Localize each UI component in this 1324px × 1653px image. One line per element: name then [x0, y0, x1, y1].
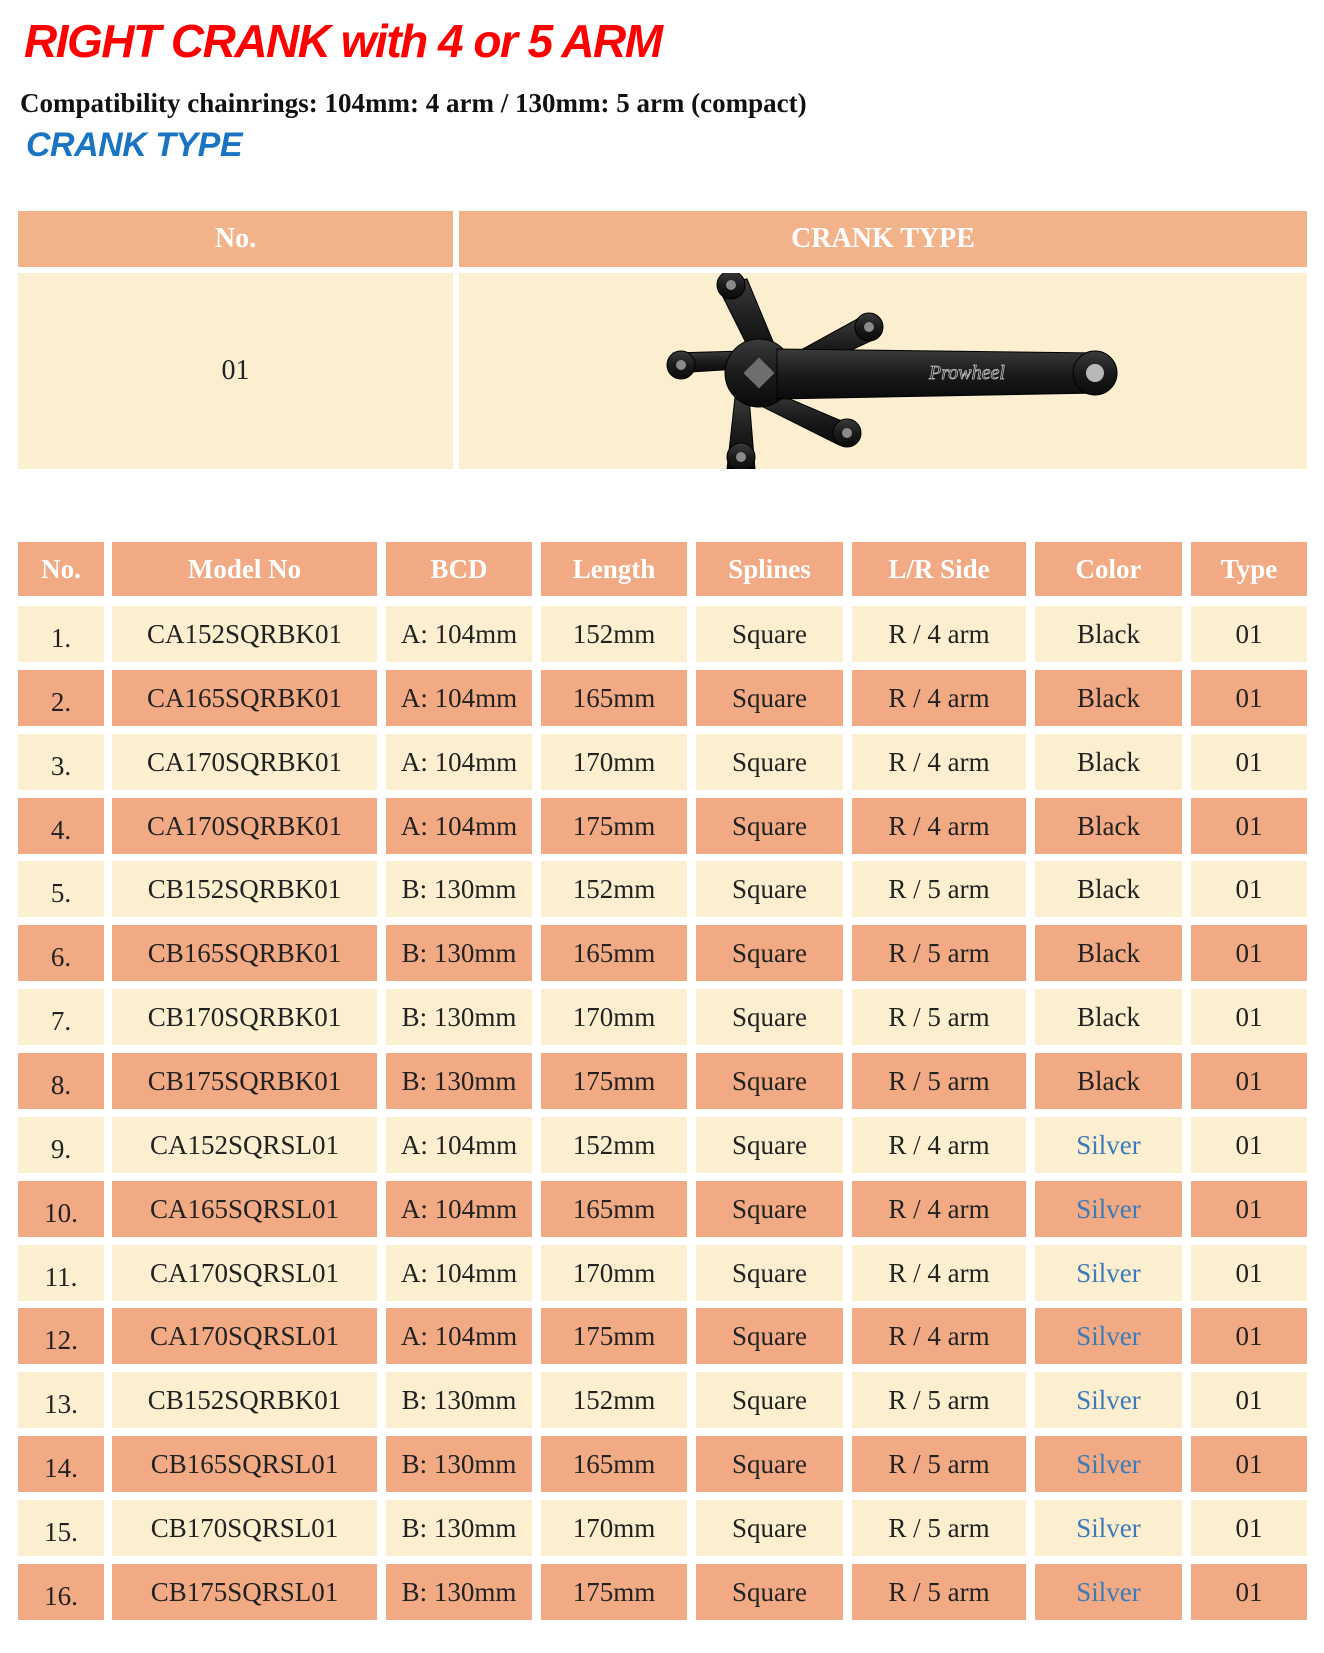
spec-cell-type: 01	[1191, 1372, 1307, 1428]
spec-cell-length: 175mm	[541, 798, 687, 854]
spec-cell-length: 170mm	[541, 734, 687, 790]
spec-cell-splines: Square	[696, 1372, 843, 1428]
spec-cell-splines: Square	[696, 1436, 843, 1492]
spec-cell-no: 1.	[18, 606, 104, 662]
spec-cell-length: 175mm	[541, 1564, 687, 1620]
spec-cell-model-no: CA152SQRBK01	[112, 606, 377, 662]
spec-cell-length: 152mm	[541, 861, 687, 917]
spec-cell-splines: Square	[696, 670, 843, 726]
spec-cell-lr-side: R / 4 arm	[852, 670, 1026, 726]
spec-cell-color: Black	[1035, 670, 1182, 726]
spec-cell-length: 175mm	[541, 1053, 687, 1109]
spec-cell-type: 01	[1191, 1500, 1307, 1556]
spec-cell-bcd: B: 130mm	[386, 1053, 532, 1109]
spec-cell-no: 5.	[18, 861, 104, 917]
spec-cell-lr-side: R / 5 arm	[852, 1500, 1026, 1556]
crank-image-cell	[459, 273, 1307, 469]
spec-cell-type: 01	[1191, 606, 1307, 662]
spec-cell-no: 12.	[18, 1308, 104, 1364]
spec-cell-splines: Square	[696, 1308, 843, 1364]
spec-cell-color: Silver	[1035, 1181, 1182, 1237]
spec-cell-bcd: B: 130mm	[386, 1372, 532, 1428]
spec-cell-no: 7.	[18, 989, 104, 1045]
spec-cell-splines: Square	[696, 1564, 843, 1620]
spec-cell-bcd: A: 104mm	[386, 1181, 532, 1237]
spec-cell-model-no: CB165SQRBK01	[112, 925, 377, 981]
spec-cell-bcd: B: 130mm	[386, 1436, 532, 1492]
spec-cell-color: Silver	[1035, 1245, 1182, 1301]
spec-cell-lr-side: R / 4 arm	[852, 1117, 1026, 1173]
spec-cell-type: 01	[1191, 734, 1307, 790]
spec-cell-length: 165mm	[541, 1181, 687, 1237]
spec-cell-length: 165mm	[541, 1436, 687, 1492]
spec-cell-model-no: CB165SQRSL01	[112, 1436, 377, 1492]
spec-cell-type: 01	[1191, 798, 1307, 854]
spec-cell-color: Black	[1035, 861, 1182, 917]
spec-cell-model-no: CB170SQRBK01	[112, 989, 377, 1045]
spec-cell-lr-side: R / 5 arm	[852, 1372, 1026, 1428]
spec-cell-no: 14.	[18, 1436, 104, 1492]
spec-cell-lr-side: R / 5 arm	[852, 1564, 1026, 1620]
crank-arm-image	[459, 273, 1307, 469]
spec-cell-lr-side: R / 4 arm	[852, 1181, 1026, 1237]
spec-cell-color: Silver	[1035, 1308, 1182, 1364]
spec-cell-splines: Square	[696, 1245, 843, 1301]
spec-cell-length: 152mm	[541, 1372, 687, 1428]
spec-cell-bcd: A: 104mm	[386, 1117, 532, 1173]
spec-cell-model-no: CB152SQRBK01	[112, 1372, 377, 1428]
spec-cell-model-no: CA170SQRBK01	[112, 734, 377, 790]
spec-header-color: Color	[1035, 542, 1182, 596]
spec-cell-model-no: CB152SQRBK01	[112, 861, 377, 917]
spec-cell-length: 152mm	[541, 606, 687, 662]
spec-cell-length: 170mm	[541, 1500, 687, 1556]
spec-cell-lr-side: R / 4 arm	[852, 1245, 1026, 1301]
spec-cell-lr-side: R / 4 arm	[852, 734, 1026, 790]
spec-cell-splines: Square	[696, 989, 843, 1045]
spec-cell-length: 152mm	[541, 1117, 687, 1173]
spec-cell-no: 11.	[18, 1245, 104, 1301]
spec-cell-no: 10.	[18, 1181, 104, 1237]
spec-cell-bcd: A: 104mm	[386, 1245, 532, 1301]
spec-cell-length: 165mm	[541, 670, 687, 726]
spec-cell-color: Black	[1035, 798, 1182, 854]
spec-cell-splines: Square	[696, 1500, 843, 1556]
spec-cell-color: Silver	[1035, 1436, 1182, 1492]
spec-cell-no: 9.	[18, 1117, 104, 1173]
spec-cell-type: 01	[1191, 1245, 1307, 1301]
spec-cell-type: 01	[1191, 1117, 1307, 1173]
spec-cell-bcd: B: 130mm	[386, 989, 532, 1045]
spec-cell-length: 175mm	[541, 1308, 687, 1364]
spec-cell-splines: Square	[696, 1117, 843, 1173]
spec-cell-bcd: A: 104mm	[386, 1308, 532, 1364]
spec-cell-bcd: A: 104mm	[386, 606, 532, 662]
spec-cell-model-no: CB175SQRBK01	[112, 1053, 377, 1109]
crank-table-header-no: No.	[18, 211, 453, 267]
spec-cell-no: 16.	[18, 1564, 104, 1620]
spec-cell-bcd: A: 104mm	[386, 798, 532, 854]
spec-cell-lr-side: R / 5 arm	[852, 861, 1026, 917]
spec-cell-bcd: B: 130mm	[386, 861, 532, 917]
spec-cell-type: 01	[1191, 1436, 1307, 1492]
spec-cell-color: Black	[1035, 989, 1182, 1045]
spec-cell-splines: Square	[696, 734, 843, 790]
spec-cell-no: 8.	[18, 1053, 104, 1109]
spec-cell-color: Black	[1035, 734, 1182, 790]
spec-cell-splines: Square	[696, 1181, 843, 1237]
compatibility-subtitle: Compatibility chainrings: 104mm: 4 arm / 130mm: 5 arm (compact)	[20, 88, 807, 118]
spec-cell-model-no: CB170SQRSL01	[112, 1500, 377, 1556]
section-title: CRANK TYPE	[26, 126, 243, 164]
spec-cell-color: Silver	[1035, 1117, 1182, 1173]
spec-cell-color: Black	[1035, 606, 1182, 662]
spec-cell-no: 15.	[18, 1500, 104, 1556]
spec-cell-splines: Square	[696, 1053, 843, 1109]
spec-cell-no: 6.	[18, 925, 104, 981]
crank-type-number: 01	[18, 273, 453, 469]
spec-cell-splines: Square	[696, 861, 843, 917]
spec-cell-lr-side: R / 5 arm	[852, 925, 1026, 981]
spec-cell-model-no: CB175SQRSL01	[112, 1564, 377, 1620]
spec-cell-type: 01	[1191, 1181, 1307, 1237]
spec-cell-type: 01	[1191, 1053, 1307, 1109]
spec-cell-bcd: B: 130mm	[386, 1564, 532, 1620]
spec-cell-model-no: CA170SQRSL01	[112, 1308, 377, 1364]
spec-header-lr-side: L/R Side	[852, 542, 1026, 596]
spec-cell-bcd: B: 130mm	[386, 925, 532, 981]
spec-cell-bcd: A: 104mm	[386, 670, 532, 726]
spec-cell-type: 01	[1191, 925, 1307, 981]
spec-cell-color: Silver	[1035, 1372, 1182, 1428]
spec-cell-lr-side: R / 5 arm	[852, 1053, 1026, 1109]
spec-header-length: Length	[541, 542, 687, 596]
spec-cell-model-no: CA165SQRSL01	[112, 1181, 377, 1237]
spec-cell-model-no: CA152SQRSL01	[112, 1117, 377, 1173]
spec-header-splines: Splines	[696, 542, 843, 596]
spec-cell-color: Silver	[1035, 1500, 1182, 1556]
spec-cell-lr-side: R / 5 arm	[852, 989, 1026, 1045]
spec-cell-no: 3.	[18, 734, 104, 790]
spec-cell-type: 01	[1191, 670, 1307, 726]
spec-header-model-no: Model No	[112, 542, 377, 596]
spec-cell-length: 165mm	[541, 925, 687, 981]
spec-cell-color: Black	[1035, 1053, 1182, 1109]
spec-cell-lr-side: R / 5 arm	[852, 1436, 1026, 1492]
crank-table-header-type: CRANK TYPE	[459, 211, 1307, 267]
spec-cell-bcd: A: 104mm	[386, 734, 532, 790]
spec-cell-splines: Square	[696, 798, 843, 854]
spec-cell-model-no: CA170SQRSL01	[112, 1245, 377, 1301]
spec-cell-type: 01	[1191, 1564, 1307, 1620]
spec-cell-lr-side: R / 4 arm	[852, 606, 1026, 662]
spec-cell-splines: Square	[696, 925, 843, 981]
spec-cell-no: 13.	[18, 1372, 104, 1428]
spec-cell-color: Silver	[1035, 1564, 1182, 1620]
spec-cell-type: 01	[1191, 1308, 1307, 1364]
spec-cell-splines: Square	[696, 606, 843, 662]
spec-cell-no: 2.	[18, 670, 104, 726]
spec-cell-length: 170mm	[541, 989, 687, 1045]
spec-cell-model-no: CA170SQRBK01	[112, 798, 377, 854]
crank-logo: Prowheel	[929, 362, 1005, 384]
spec-cell-type: 01	[1191, 861, 1307, 917]
page-title: RIGHT CRANK with 4 or 5 ARM	[24, 15, 662, 67]
spec-header-bcd: BCD	[386, 542, 532, 596]
spec-cell-length: 170mm	[541, 1245, 687, 1301]
spec-cell-model-no: CA165SQRBK01	[112, 670, 377, 726]
spec-header-type: Type	[1191, 542, 1307, 596]
spec-cell-type: 01	[1191, 989, 1307, 1045]
spec-cell-lr-side: R / 4 arm	[852, 798, 1026, 854]
spec-header-no: No.	[18, 542, 104, 596]
spec-cell-bcd: B: 130mm	[386, 1500, 532, 1556]
spec-cell-color: Black	[1035, 925, 1182, 981]
spec-cell-lr-side: R / 4 arm	[852, 1308, 1026, 1364]
spec-cell-no: 4.	[18, 798, 104, 854]
